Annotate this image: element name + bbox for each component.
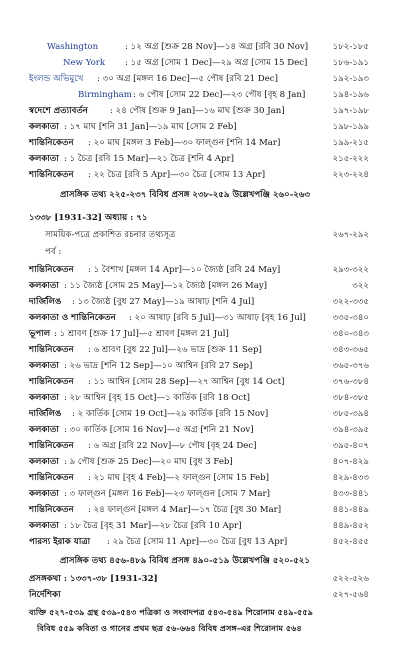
place-label: কলকাতা	[29, 521, 59, 531]
index-text: বিবিধ ৫৫৯ কবিতা ও গানের প্রথম ছত্র ৫৬-৬৬৪ বিবিধ প্রসঙ্গ-এর শিরোনাম ৫৬৪	[37, 623, 302, 633]
date-range: : ২০ আষাঢ় [রবি 5 Jul]—৩১ আষাঢ় [বৃহ 16 Jul]	[129, 313, 306, 323]
section-summary	[0, 187, 400, 203]
toc-entry	[0, 486, 400, 502]
place-label: শান্তিনিকেতন	[29, 473, 74, 483]
place-label: স্বদেশে প্রত্যাবর্তন	[29, 106, 88, 116]
date-range: : ৬ শ্রাবণ [বুধ 22 Jul]—২৬ ভাদ্র [শুক্র 11 Sep]	[88, 345, 262, 355]
date-range: : ১১ জ্যৈষ্ঠ [সোম 25 May]—১২ জ্যৈষ্ঠ [মঙ্গল 26 May]	[64, 281, 268, 291]
place-label: কলকাতা	[29, 122, 59, 132]
place-label: শান্তিনিকেতন	[29, 377, 74, 387]
date-range: : ৩০ কার্তিক [সোম 16 Nov]—৫ অগ্র [শনি 21 Nov]	[64, 425, 254, 435]
date-range: : ১৭ মাঘ [শনি 31 Jan]—১৯ মাঘ [সোম 2 Feb]	[64, 122, 237, 132]
place-label: শান্তিনিকেতন	[29, 345, 74, 355]
date-range: : ৬ পৌষ [সোম 22 Dec]—২৩ পৌষ [বৃহ 8 Jan]	[133, 90, 306, 100]
page-range: ৪২৯-৪৩৩	[332, 473, 369, 483]
place-label: কলকাতা	[29, 393, 59, 403]
toc-entry	[0, 406, 400, 422]
date-range: : ২৪ পৌষ [শুক্র 9 Jan]—১৬ মাঘ [শুক্র 30 Jan]	[110, 106, 285, 116]
place-label: কলকাতা	[29, 361, 59, 371]
page-range: ৩৬৫-৩৭৬	[332, 361, 369, 371]
intro-row	[0, 227, 400, 243]
page-range: ৪৩৩-৪৪১	[332, 489, 369, 499]
place-label: কলকাতা	[29, 154, 59, 164]
page-range: ৫২২-৫২৬	[332, 574, 369, 584]
page-range: ১৯৪-১৯৬	[332, 90, 369, 100]
toc-entry	[0, 358, 400, 374]
toc-entry	[0, 87, 400, 103]
date-range: : ১৩ জ্যৈষ্ঠ [বুধ 27 May]—১৯ আষাঢ় [শনি 4 Jul]	[72, 297, 255, 307]
section-summary	[0, 553, 400, 569]
toc-entry	[0, 151, 400, 167]
toc-entry	[0, 390, 400, 406]
page-range: ২২৩-২২৪	[332, 170, 369, 180]
date-range: : ২ কার্তিক [সোম 19 Oct]—২৯ কার্তিক [রবি 15 Nov]	[72, 409, 269, 419]
page-range: ১৯৮-১৯৯	[332, 122, 369, 132]
page-range: ১৯৯-২১৫	[332, 138, 369, 148]
place-label: New York	[63, 58, 106, 68]
toc-entry	[0, 294, 400, 310]
back-matter-label: প্রসঙ্গকথা : ১৩৩৭-৩৮ [1931-32]	[29, 574, 158, 584]
page-range: ৫২৭-৫৬৪	[332, 590, 369, 600]
place-label: কলকাতা	[29, 489, 59, 499]
page-range: ৪৪৯-৪৫২	[332, 521, 369, 531]
year-heading	[0, 210, 400, 226]
page-range: ১৯২-১৯৩	[332, 74, 369, 84]
index-text: ব্যক্তি ৫২৭-৫৩৯ গ্রন্থ ৫৩৯-৫৪৩ পত্রিকা ও সংবাদপত্র ৫৪৩-৫৪৯ শিরোনাম ৫৪৯-৫৫৯	[29, 607, 313, 617]
page-range: ৪৪১-৪৪৯	[332, 505, 369, 515]
toc-entry	[0, 135, 400, 151]
date-range: : ২৮ আশ্বিন [বৃহ 15 Oct]—১ কার্তিক [রবি 18 Oct]	[64, 393, 250, 403]
toc-entry	[0, 502, 400, 518]
summary-text: প্রাসঙ্গিক তথ্য ৪৫৬-৪৮৯ বিবিধ প্রসঙ্গ ৪৯০-৫১৯ উল্লেখপঞ্জি ৫২০-৫২১	[60, 556, 310, 566]
place-label: কলকাতা ও শান্তিনিকেতন	[29, 313, 116, 323]
place-label: কলকাতা	[29, 457, 59, 467]
place-label: ভূপাল	[29, 329, 51, 339]
date-range: : ৩০ অগ্র [মঙ্গল 16 Dec]—৫ পৌষ [রবি 21 Dec]	[97, 74, 278, 84]
date-range: : ১২ অগ্র [শুক্র 28 Nov]—১৪ অগ্র [রবি 30 Nov]	[125, 42, 309, 52]
page-range: ৩২২-৩৩৫	[332, 297, 369, 307]
place-label: শান্তিনিকেতন	[29, 170, 74, 180]
toc-entry	[0, 518, 400, 534]
place-label: শান্তিনিকেতন	[29, 138, 74, 148]
page-range: ৩৯৫-৪০৭	[332, 441, 369, 451]
date-range: : ২৯ চৈত্র [সোম 11 Apr]—৩০ চৈত্র [বুধ 13 Apr]	[107, 537, 288, 547]
place-label: কলকাতা	[29, 425, 59, 435]
year-label: ১৩৩৮ [1931-32] অধ্যায় : ৭১	[29, 213, 148, 223]
place-label: Birmingham	[78, 90, 132, 100]
page-range: ৪০৭-৪২৯	[332, 457, 369, 467]
place-label: শান্তিনিকেতন	[29, 505, 74, 515]
toc-entry	[0, 103, 400, 119]
date-range: : ২০ মাঘ [মঙ্গল 3 Feb]—৩০ ফাল্গুন [শনি 14 Mar]	[88, 138, 281, 148]
date-range: : ১৫ অগ্র [সোম 1 Dec]—২৯ অগ্র [সোম 15 Dec]	[125, 58, 308, 68]
back-matter-label: নির্দেশিকা	[29, 590, 61, 600]
place-label: দার্জিলিঙ	[29, 409, 62, 419]
page-range: ১৯৭-১৯৮	[332, 106, 369, 116]
toc-entry	[0, 534, 400, 550]
toc-entry	[0, 342, 400, 358]
summary-text: প্রাসঙ্গিক তথ্য ২২৫-২৩৭ বিবিধ প্রসঙ্গ ২৩৮-২৫৯ উল্লেখপঞ্জি ২৬০-২৬৩	[60, 190, 311, 200]
index-line	[0, 620, 400, 636]
date-range: : ২১ মাঘ [বৃহ 4 Feb]—২ ফাল্গুন [সোম 15 Feb]	[88, 473, 270, 483]
page-range: ৩৪০-৩৪৩	[332, 329, 369, 339]
date-range: : ১ বৈশাখ [মঙ্গল 14 Apr]—১০ জ্যৈষ্ঠ [রবি 24 May]	[88, 265, 281, 275]
page-range: ৩২২	[352, 281, 369, 291]
place-label: ইংলন্ড অভিমুখে	[29, 74, 84, 84]
page-range: ৩৩৫-৩৪০	[332, 313, 369, 323]
place-label: দার্জিলিঙ	[29, 297, 62, 307]
toc-entry	[0, 55, 400, 71]
toc-entry	[0, 310, 400, 326]
parva-row	[0, 244, 400, 260]
back-matter-row	[0, 587, 400, 603]
page-range: ৩৮৪-৩৮৫	[332, 393, 369, 403]
date-range: : ২২ চৈত্র [রবি 5 Apr]—৩০ চৈত্র [সোম 13 Apr]	[88, 170, 266, 180]
page-range: ৩৮৫-৩৯৪	[332, 409, 369, 419]
page-range: ২৬৭-২৯২	[332, 230, 369, 240]
date-range: : ৬ অগ্র [রবি 22 Nov]—৮ পৌষ [বৃহ 24 Dec]	[88, 441, 257, 451]
page-range: ৪৫২-৪৫৫	[332, 537, 369, 547]
toc-entry	[0, 278, 400, 294]
page-range: ১৮২-১৮৫	[332, 42, 369, 52]
page-range: ২১৫-২২২	[332, 154, 369, 164]
page-range: ১৮৬-১৯১	[332, 58, 369, 68]
intro-text: সাময়িক-পত্রে প্রকাশিত রচনার তথ্যসূত্র	[45, 230, 176, 240]
place-label: কলকাতা	[29, 281, 59, 291]
place-label: শান্তিনিকেতন	[29, 441, 74, 451]
toc-entry	[0, 454, 400, 470]
date-range: : ১ শ্রাবণ [শুক্র 17 Jul]—৫ শ্রাবণ [মঙ্গল 21 Jul]	[54, 329, 229, 339]
page-range: ২৯৩-৩২২	[332, 265, 369, 275]
toc-entry	[0, 422, 400, 438]
place-label: শান্তিনিকেতন	[29, 265, 74, 275]
toc-entry	[0, 71, 400, 87]
toc-entry	[0, 39, 400, 55]
page-range: ৩৪৩-৩৬৫	[332, 345, 369, 355]
toc-entry	[0, 119, 400, 135]
toc-entry	[0, 470, 400, 486]
index-line	[0, 604, 400, 620]
page-range: ৩৭৬-৩৮৪	[332, 377, 369, 387]
place-label: পারস্য ইরাক যাত্রা	[29, 537, 91, 547]
toc-entry	[0, 374, 400, 390]
date-range: : ৯ পৌষ [শুক্র 25 Dec]—২০ মাঘ [বুধ 3 Feb]	[64, 457, 233, 467]
date-range: : ২৬ ভাদ্র [শনি 12 Sep]—১০ আশ্বিন [রবি 27 Sep]	[64, 361, 253, 371]
date-range: : ২৪ ফাল্গুন [মঙ্গল 4 Mar]—১৭ চৈত্র [বুধ 30 Mar]	[88, 505, 282, 515]
page-range: ৩৯৪-৩৯৫	[332, 425, 369, 435]
back-matter-row	[0, 571, 400, 587]
toc-entry	[0, 167, 400, 183]
toc-entry	[0, 262, 400, 278]
toc-entry	[0, 438, 400, 454]
date-range: : ১ চৈত্র [রবি 15 Mar]—২১ চৈত্র [শনি 4 Apr]	[64, 154, 234, 164]
parva-label: পর্ব :	[45, 247, 62, 257]
date-range: : ১১ আশ্বিন [সোম 28 Sep]—২৭ আশ্বিন [বুধ 14 Oct]	[88, 377, 285, 387]
date-range: : ১৮ চৈত্র [বৃহ 31 Mar]—২৮ চৈত্র [রবি 10 Apr]	[64, 521, 242, 531]
date-range: : ৩ ফাল্গুন [মঙ্গল 16 Feb]—২৩ ফাল্গুন [সোম 7 Mar]	[64, 489, 270, 499]
place-label: Washington	[47, 42, 99, 52]
toc-entry	[0, 326, 400, 342]
